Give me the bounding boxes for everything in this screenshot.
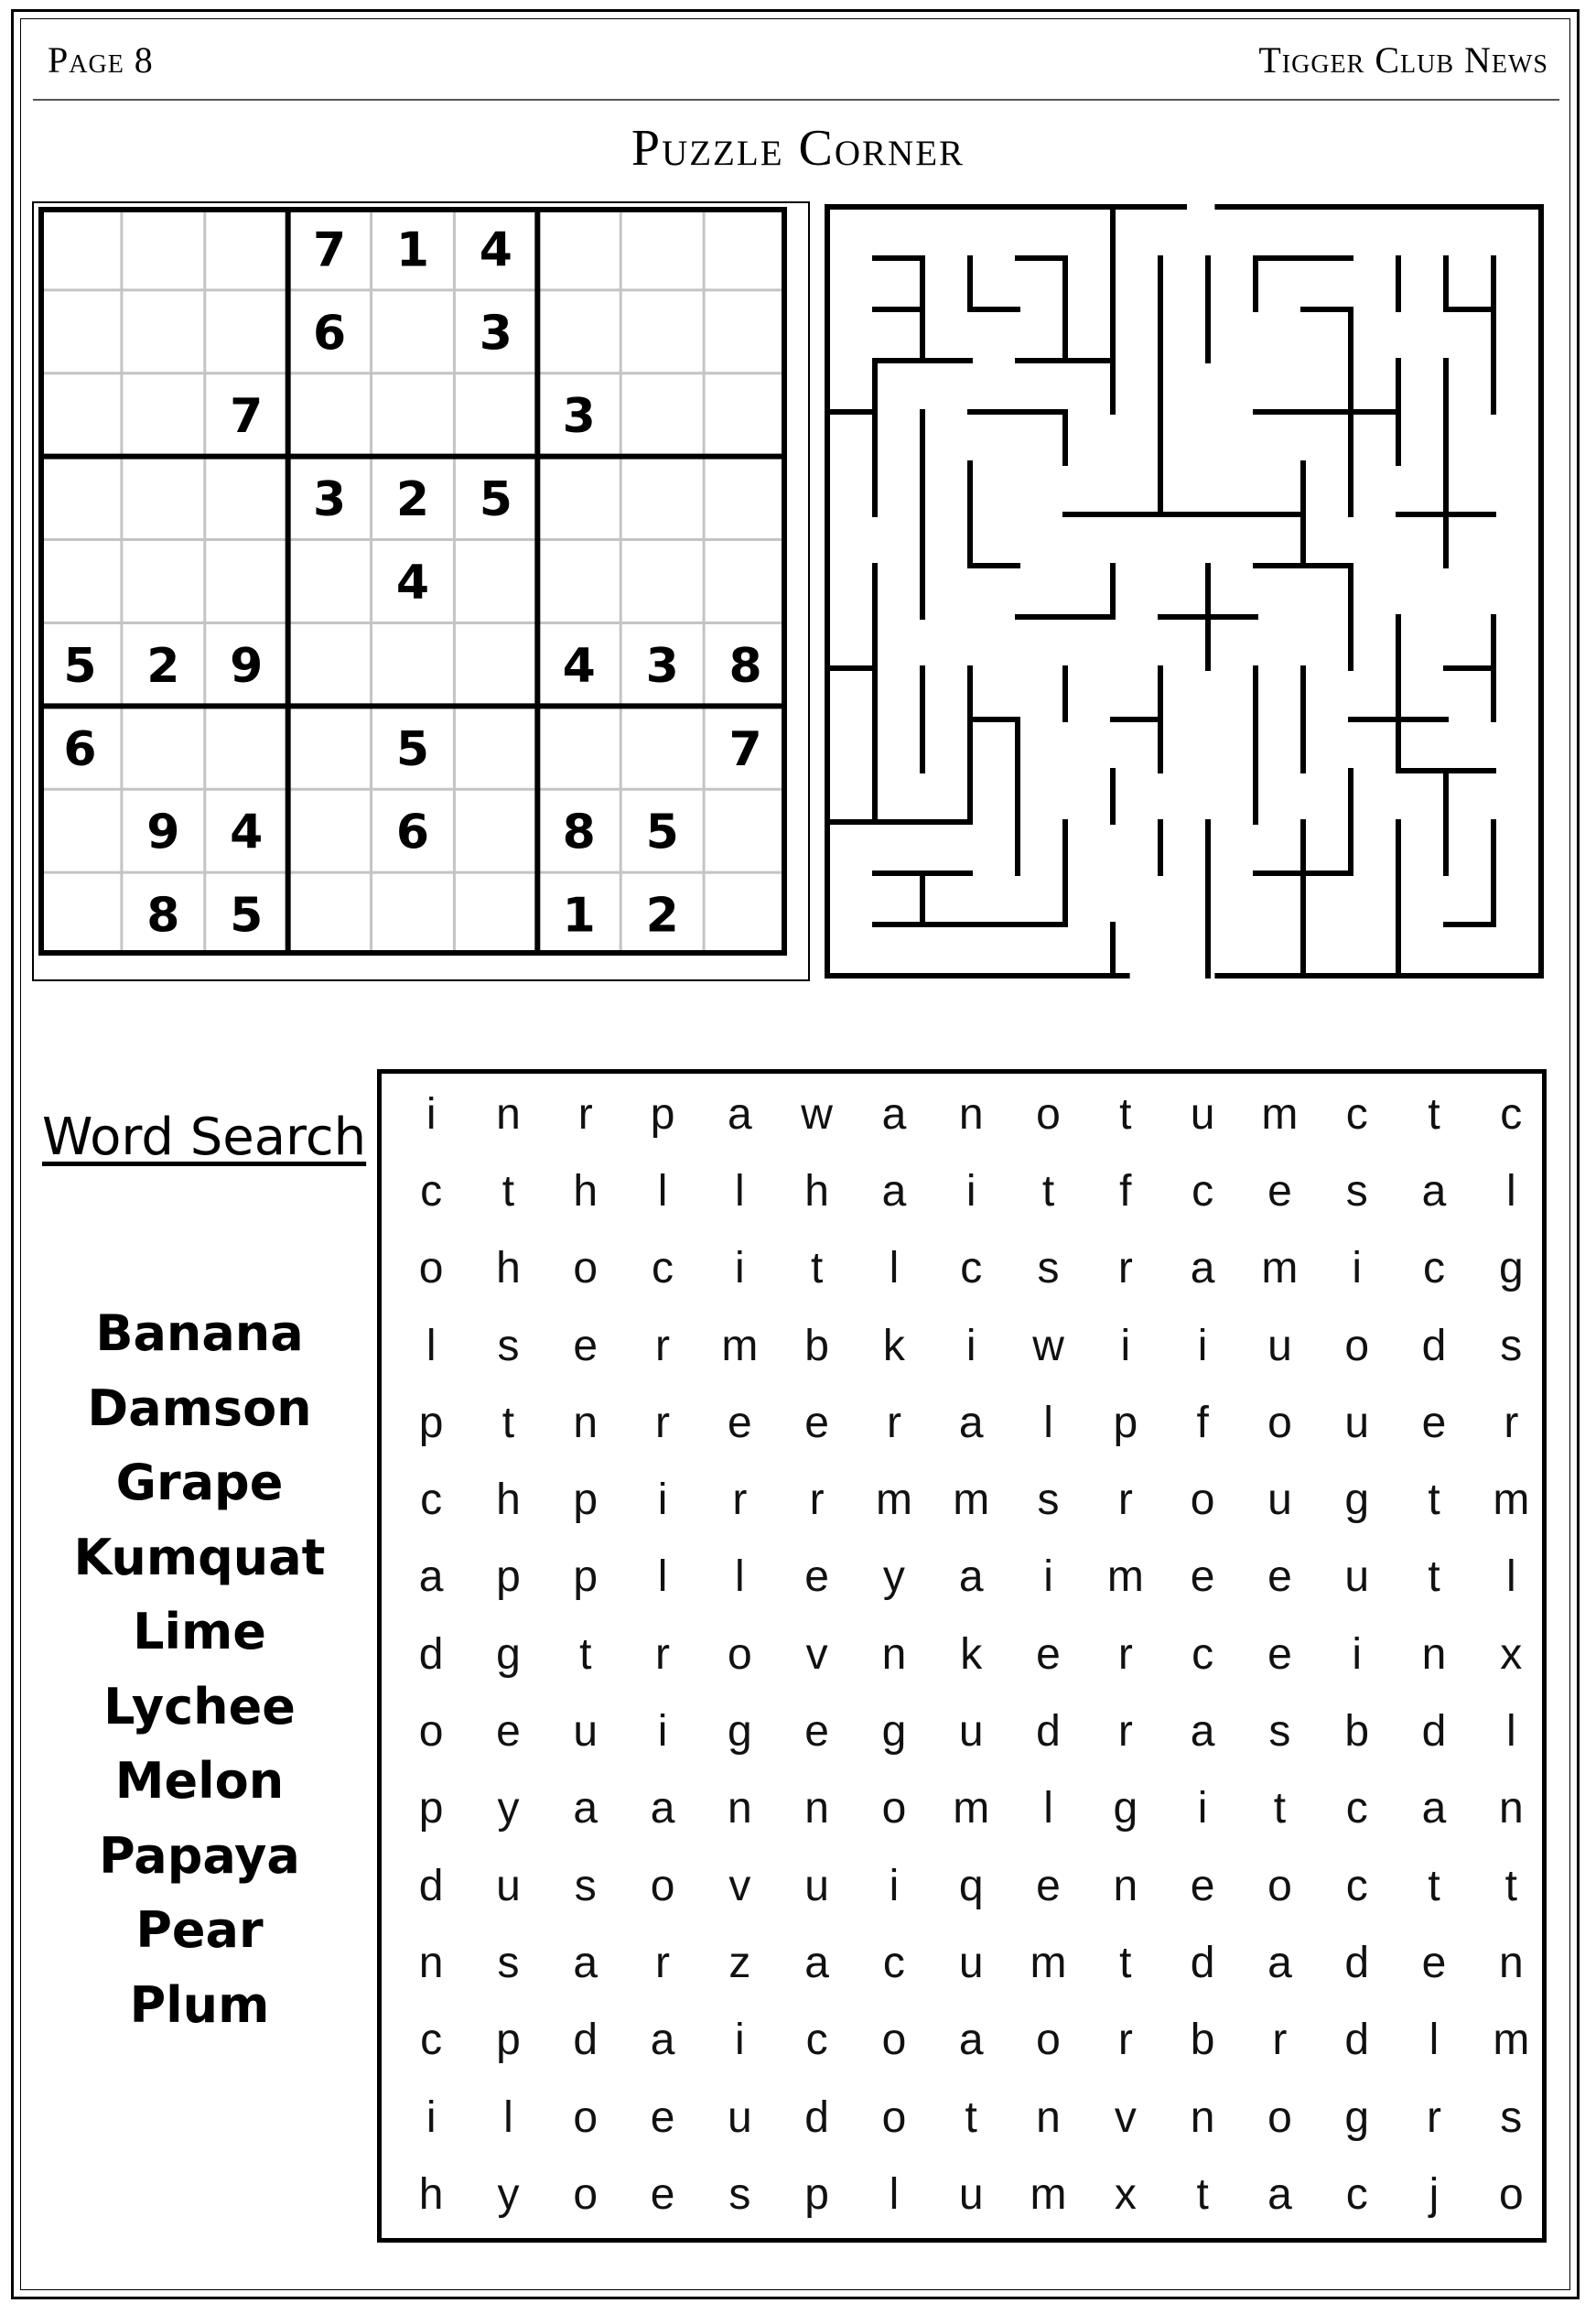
word-search-letter: s — [1345, 1166, 1368, 1216]
word-search-letter: s — [574, 1861, 597, 1910]
word-search-letter: c — [1345, 1089, 1368, 1139]
word-search-letter: p — [418, 1398, 444, 1447]
word-search-letter: l — [426, 1321, 437, 1370]
word-search-letter: w — [801, 1089, 833, 1139]
word-search-letter: i — [426, 2092, 437, 2142]
word-search-letter: e — [804, 1398, 829, 1447]
word-list — [35, 1296, 364, 2042]
sudoku-given: 5 — [645, 805, 679, 860]
word-search-letter: e — [804, 1707, 829, 1757]
word-search-letter: o — [1267, 2092, 1292, 2142]
word-search-letter: s — [1500, 1321, 1523, 1370]
sudoku-given: 3 — [313, 472, 347, 528]
maze — [824, 203, 1547, 983]
sudoku-given: 5 — [395, 721, 430, 777]
word-search-letter: m — [1030, 2169, 1067, 2219]
word-list-item: Pear — [135, 1901, 264, 1959]
word-search-letter: a — [1267, 2169, 1292, 2219]
word-search-letter: o — [573, 1244, 598, 1293]
sudoku-given: 8 — [146, 888, 180, 944]
word-search-letter: p — [496, 2016, 521, 2065]
word-search-letter: t — [1119, 1089, 1132, 1139]
word-search-letter: t — [579, 1629, 592, 1679]
word-search-letter: i — [1352, 1244, 1363, 1293]
sudoku-given: 8 — [728, 638, 762, 694]
word-search-letter: i — [1043, 1552, 1053, 1602]
word-search-letter: p — [496, 1552, 521, 1602]
word-search-letter: i — [889, 1861, 900, 1910]
word-search-letter: t — [501, 1166, 515, 1216]
word-search-letter: n — [496, 1089, 521, 1139]
word-search-letter: e — [1036, 1861, 1061, 1910]
word-search-letter: l — [1505, 1166, 1516, 1216]
word-search-letter: x — [1114, 2169, 1137, 2219]
word-search-letter: t — [1273, 1784, 1287, 1833]
sudoku-given: 7 — [313, 222, 347, 278]
word-search-letter: u — [1190, 1089, 1215, 1139]
word-search-letter: r — [655, 1398, 671, 1447]
word-search-letter: y — [497, 2169, 520, 2219]
section-title: Puzzle Corner — [631, 120, 965, 177]
word-search-letter: o — [881, 1784, 907, 1833]
word-search-letter: m — [1261, 1244, 1299, 1293]
word-search-letter: l — [889, 1244, 900, 1293]
word-search-letter: c — [420, 1476, 443, 1525]
word-search-letter: o — [573, 2169, 598, 2219]
word-search-letter: a — [727, 1089, 752, 1139]
word-search-letter: o — [573, 2092, 598, 2142]
word-search-letter: a — [573, 1784, 598, 1833]
word-search-letter: h — [496, 1476, 521, 1525]
word-search-letter: l — [657, 1552, 668, 1602]
word-search-letter: r — [1117, 2016, 1133, 2065]
word-search-letter: a — [1421, 1166, 1447, 1216]
word-search-letter: u — [1267, 1321, 1292, 1370]
word-search-letter: u — [727, 2092, 752, 2142]
word-search-letter: u — [496, 1861, 521, 1910]
word-search-letter: m — [1493, 1476, 1530, 1525]
word-search-letter: n — [958, 1089, 984, 1139]
word-search-letter: g — [1498, 1244, 1524, 1293]
word-search-letter: r — [655, 1629, 671, 1679]
sudoku-given: 3 — [479, 306, 512, 362]
word-search-letter: d — [418, 1629, 444, 1679]
word-search-letter: t — [1041, 1166, 1055, 1216]
word-list-item: Grape — [115, 1454, 284, 1511]
word-search-letter: p — [650, 1089, 675, 1139]
word-search-letter: p — [573, 1476, 598, 1525]
sudoku-given: 1 — [562, 888, 596, 944]
word-search-letter: a — [1190, 1244, 1215, 1293]
word-search-letter: v — [805, 1629, 828, 1679]
word-search-letter: t — [501, 1398, 515, 1447]
word-search-letter: o — [1036, 1089, 1061, 1139]
word-search-letter: n — [1421, 1629, 1447, 1679]
word-search-letter: e — [496, 1707, 521, 1757]
word-search-letter: m — [1106, 1552, 1144, 1602]
word-search-letter: i — [965, 1321, 976, 1370]
word-search-letter: p — [573, 1552, 598, 1602]
word-search-letter: e — [1190, 1552, 1215, 1602]
word-search-letter: i — [1352, 1629, 1363, 1679]
sudoku-given: 9 — [230, 638, 264, 694]
word-search-letter: v — [728, 1861, 751, 1910]
word-search-letter: y — [497, 1784, 520, 1833]
word-search-letter: c — [1500, 1089, 1523, 1139]
sudoku-grid — [38, 207, 787, 956]
word-search-letter: u — [958, 1938, 984, 1987]
word-search-letter: w — [1032, 1321, 1064, 1370]
sudoku-given: 3 — [645, 638, 679, 694]
sudoku-given: 5 — [63, 638, 97, 694]
word-search-letter: n — [727, 1784, 752, 1833]
word-search-letter: u — [958, 1707, 984, 1757]
word-list-item: Lime — [133, 1603, 266, 1660]
sudoku-given: 6 — [395, 805, 430, 860]
word-search-letter: c — [1345, 1784, 1368, 1833]
word-search-letter: t — [1428, 1861, 1440, 1910]
word-search-letter: c — [652, 1244, 674, 1293]
word-search-letter: b — [1344, 1707, 1370, 1757]
word-search-letter: x — [1500, 1629, 1523, 1679]
word-search-letter: o — [650, 1861, 675, 1910]
word-search-letter: g — [881, 1707, 907, 1757]
sudoku-given: 7 — [728, 721, 762, 777]
word-search-letter: a — [1267, 1938, 1292, 1987]
word-search-letter: a — [650, 2016, 675, 2065]
word-search-letter: a — [650, 1784, 675, 1833]
word-search-letter: t — [810, 1244, 824, 1293]
word-search-letter: p — [1113, 1398, 1138, 1447]
word-search-letter: a — [804, 1938, 829, 1987]
word-list-item: Papaya — [99, 1826, 300, 1885]
word-search-letter: u — [1344, 1552, 1370, 1602]
word-search-letter: m — [875, 1476, 912, 1525]
word-search-letter: d — [1344, 1938, 1370, 1987]
word-search-letter: d — [1036, 1707, 1061, 1757]
word-search-letter: n — [881, 1629, 907, 1679]
word-search-letter: c — [1345, 2169, 1368, 2219]
word-search-letter: a — [1421, 1784, 1447, 1833]
word-search-letter: b — [804, 1321, 829, 1370]
word-search-letter: o — [727, 1629, 752, 1679]
word-search-letter: o — [418, 1244, 444, 1293]
word-search-letter: n — [418, 1938, 444, 1987]
sudoku-given: 1 — [395, 222, 430, 278]
word-list-item: Damson — [87, 1379, 312, 1437]
word-search-letter: n — [1498, 1938, 1524, 1987]
word-search-letter: i — [1120, 1321, 1131, 1370]
word-search-letter: a — [573, 1938, 598, 1987]
sudoku-given: 4 — [479, 222, 512, 278]
word-search-letter: c — [420, 2016, 443, 2065]
word-search-letter: u — [573, 1707, 598, 1757]
word-search-letter: t — [1119, 1938, 1132, 1987]
word-search-letter: i — [965, 1166, 976, 1216]
sudoku-given: 2 — [395, 472, 430, 528]
word-search-letter: r — [732, 1476, 748, 1525]
word-search-letter: n — [1036, 2092, 1061, 2142]
word-search-letter: d — [1421, 1321, 1447, 1370]
word-search-letter: t — [1428, 1476, 1440, 1525]
word-search-letter: k — [882, 1321, 905, 1370]
word-list-item: Kumquat — [73, 1528, 326, 1586]
word-search-letter: r — [655, 1321, 671, 1370]
word-search-letter: f — [1196, 1398, 1209, 1447]
sudoku-given: 2 — [146, 638, 180, 694]
page-number: Page 8 — [48, 39, 154, 81]
word-search-letter: o — [1267, 1398, 1292, 1447]
word-search-letter: h — [573, 1166, 598, 1216]
word-search-letter: a — [958, 1398, 984, 1447]
newsletter-name: Tigger Club News — [1258, 39, 1548, 81]
word-search-letter: r — [886, 1398, 901, 1447]
sudoku-given: 7 — [230, 389, 264, 445]
word-search-letter: l — [889, 2169, 900, 2219]
word-search-letter: o — [881, 2016, 907, 2065]
word-search-letter: n — [804, 1784, 829, 1833]
word-search-letter: r — [1427, 2092, 1441, 2142]
word-search-letter: e — [1421, 1398, 1447, 1447]
word-search-letter: v — [1114, 2092, 1137, 2142]
word-search-letter: u — [958, 2169, 984, 2219]
word-search-letter: m — [1030, 1938, 1067, 1987]
word-search-letter: l — [657, 1166, 668, 1216]
word-search-letter: e — [804, 1552, 829, 1602]
word-search-letter: m — [1493, 2016, 1530, 2065]
word-search-letter: i — [657, 1707, 668, 1757]
word-search-letter: b — [1190, 2016, 1215, 2065]
word-search-letter: k — [960, 1629, 983, 1679]
word-search-letter: l — [735, 1552, 745, 1602]
sudoku-given: 6 — [313, 306, 347, 362]
word-search-letter: m — [953, 1784, 990, 1833]
word-search-letter: c — [1345, 1861, 1368, 1910]
word-search-letter: r — [1117, 1476, 1133, 1525]
word-search-letter: n — [1190, 2092, 1215, 2142]
word-search-letter: c — [1192, 1629, 1214, 1679]
word-list-item: Banana — [95, 1304, 304, 1362]
word-search-letter: r — [1117, 1244, 1133, 1293]
word-search-letter: h — [804, 1166, 829, 1216]
word-search-letter: t — [1428, 1552, 1440, 1602]
word-search-letter: d — [1421, 1707, 1447, 1757]
word-search-letter: j — [1429, 2169, 1440, 2219]
word-search-letter: c — [420, 1166, 443, 1216]
word-search-heading: Word Search — [42, 1108, 367, 1167]
word-search-letter: o — [1190, 1476, 1215, 1525]
word-search-letter: a — [958, 2016, 984, 2065]
word-search-letter: e — [727, 1398, 752, 1447]
word-search-letter: n — [1113, 1861, 1138, 1910]
word-search-letter: a — [958, 1552, 984, 1602]
sudoku-given: 4 — [395, 556, 430, 611]
word-search-letter: i — [735, 2016, 745, 2065]
word-search-letter: z — [728, 1938, 751, 1987]
word-search-letters — [393, 1076, 1549, 2233]
word-search-letter: e — [1267, 1629, 1292, 1679]
word-search-letter: r — [1272, 2016, 1288, 2065]
word-search-letter: s — [497, 1938, 520, 1987]
word-search-letter: r — [577, 1089, 593, 1139]
word-search-letter: a — [881, 1166, 907, 1216]
word-search-letter: l — [503, 2092, 513, 2142]
word-search-letter: e — [650, 2169, 675, 2219]
word-search-letter: h — [418, 2169, 444, 2219]
word-search-letter: o — [1036, 2016, 1061, 2065]
word-search-letter: e — [1267, 1166, 1292, 1216]
word-search-letter: o — [1498, 2169, 1524, 2219]
word-search-letter: o — [881, 2092, 907, 2142]
sudoku-given: 5 — [230, 888, 264, 944]
word-search-letter: e — [650, 2092, 675, 2142]
word-search-letter: p — [418, 1784, 444, 1833]
sudoku-given: 9 — [146, 805, 180, 860]
word-search-letter: f — [1119, 1166, 1132, 1216]
sudoku-given: 4 — [562, 638, 596, 694]
word-search-letter: e — [1267, 1552, 1292, 1602]
word-search-letter: d — [1344, 2016, 1370, 2065]
word-list-item: Lychee — [103, 1677, 296, 1736]
word-search-letter: u — [1267, 1476, 1292, 1525]
word-search-letter: r — [1504, 1398, 1519, 1447]
word-search-letter: c — [1423, 1244, 1445, 1293]
word-search-letter: c — [1192, 1166, 1214, 1216]
word-search-letter: d — [573, 2016, 598, 2065]
word-search-letter: d — [804, 2092, 829, 2142]
word-search-letter: r — [809, 1476, 825, 1525]
word-search-letter: d — [1190, 1938, 1215, 1987]
sudoku-given: 4 — [230, 805, 264, 860]
word-list-item: Melon — [114, 1752, 285, 1810]
word-search-letter: i — [1197, 1784, 1208, 1833]
word-search-letter: i — [735, 1244, 745, 1293]
sudoku-given: 8 — [562, 805, 596, 860]
word-search-letter: c — [805, 2016, 828, 2065]
word-search-letter: l — [1505, 1552, 1516, 1602]
word-search-letter: m — [1261, 1089, 1299, 1139]
word-search-letter: d — [418, 1861, 444, 1910]
word-search-letter: m — [721, 1321, 759, 1370]
word-search-letter: s — [497, 1321, 520, 1370]
word-search-letter: h — [496, 1244, 521, 1293]
word-search-letter: g — [727, 1707, 752, 1757]
word-search-letter: t — [1428, 1089, 1440, 1139]
word-search-letter: n — [573, 1398, 598, 1447]
sudoku-given: 6 — [63, 721, 97, 777]
word-search-letter: g — [1344, 1476, 1370, 1525]
header-rule — [33, 99, 1559, 101]
word-search-letter: e — [1036, 1629, 1061, 1679]
word-search-letter: s — [728, 2169, 751, 2219]
word-search-letter: n — [1498, 1784, 1524, 1833]
word-search-letter: e — [573, 1321, 598, 1370]
word-search-letter: s — [1268, 1707, 1291, 1757]
sudoku-given: 3 — [562, 389, 596, 445]
word-search-letter: o — [1344, 1321, 1370, 1370]
word-search-letter: u — [804, 1861, 829, 1910]
word-search-letter: c — [960, 1244, 983, 1293]
word-search-letter: g — [1344, 2092, 1370, 2142]
word-search-letter: q — [958, 1861, 984, 1910]
word-search-letter: o — [1267, 1861, 1292, 1910]
word-search-letter: g — [1113, 1784, 1138, 1833]
word-search-letter: t — [965, 2092, 977, 2142]
word-search-letter: g — [496, 1629, 521, 1679]
word-list-item: Plum — [129, 1975, 270, 2034]
word-search-letter: i — [657, 1476, 668, 1525]
word-search-letter: u — [1344, 1398, 1370, 1447]
word-search-letter: c — [882, 1938, 905, 1987]
word-search-letter: l — [1043, 1784, 1053, 1833]
word-search-letter: t — [1196, 2169, 1209, 2219]
word-search-letter: e — [1421, 1938, 1447, 1987]
word-search-letter: o — [418, 1707, 444, 1757]
sudoku-given: 2 — [645, 888, 679, 944]
word-search-letter: a — [418, 1552, 444, 1602]
word-search-letter: l — [1429, 2016, 1440, 2065]
word-search-letter: y — [882, 1552, 905, 1602]
word-search-letter: e — [1190, 1861, 1215, 1910]
word-search-letter: m — [953, 1476, 990, 1525]
sudoku-given: 5 — [479, 472, 512, 528]
word-search-letter: s — [1037, 1476, 1060, 1525]
word-search-letter: a — [881, 1089, 907, 1139]
word-search-letter: r — [655, 1938, 671, 1987]
word-search-letter: t — [1504, 1861, 1517, 1910]
word-search-letter: r — [1117, 1629, 1133, 1679]
word-search-letter: l — [735, 1166, 745, 1216]
word-search-letter: i — [1197, 1321, 1208, 1370]
word-search-letter: r — [1117, 1707, 1133, 1757]
word-search-letter: p — [804, 2169, 829, 2219]
word-search-letter: s — [1037, 1244, 1060, 1293]
word-search-letter: l — [1043, 1398, 1053, 1447]
word-search-letter: i — [426, 1089, 437, 1139]
word-search-grid — [377, 1069, 1547, 2243]
word-search-letter: s — [1500, 2092, 1523, 2142]
word-search-letter: l — [1505, 1707, 1516, 1757]
word-search-letter: a — [1190, 1707, 1215, 1757]
